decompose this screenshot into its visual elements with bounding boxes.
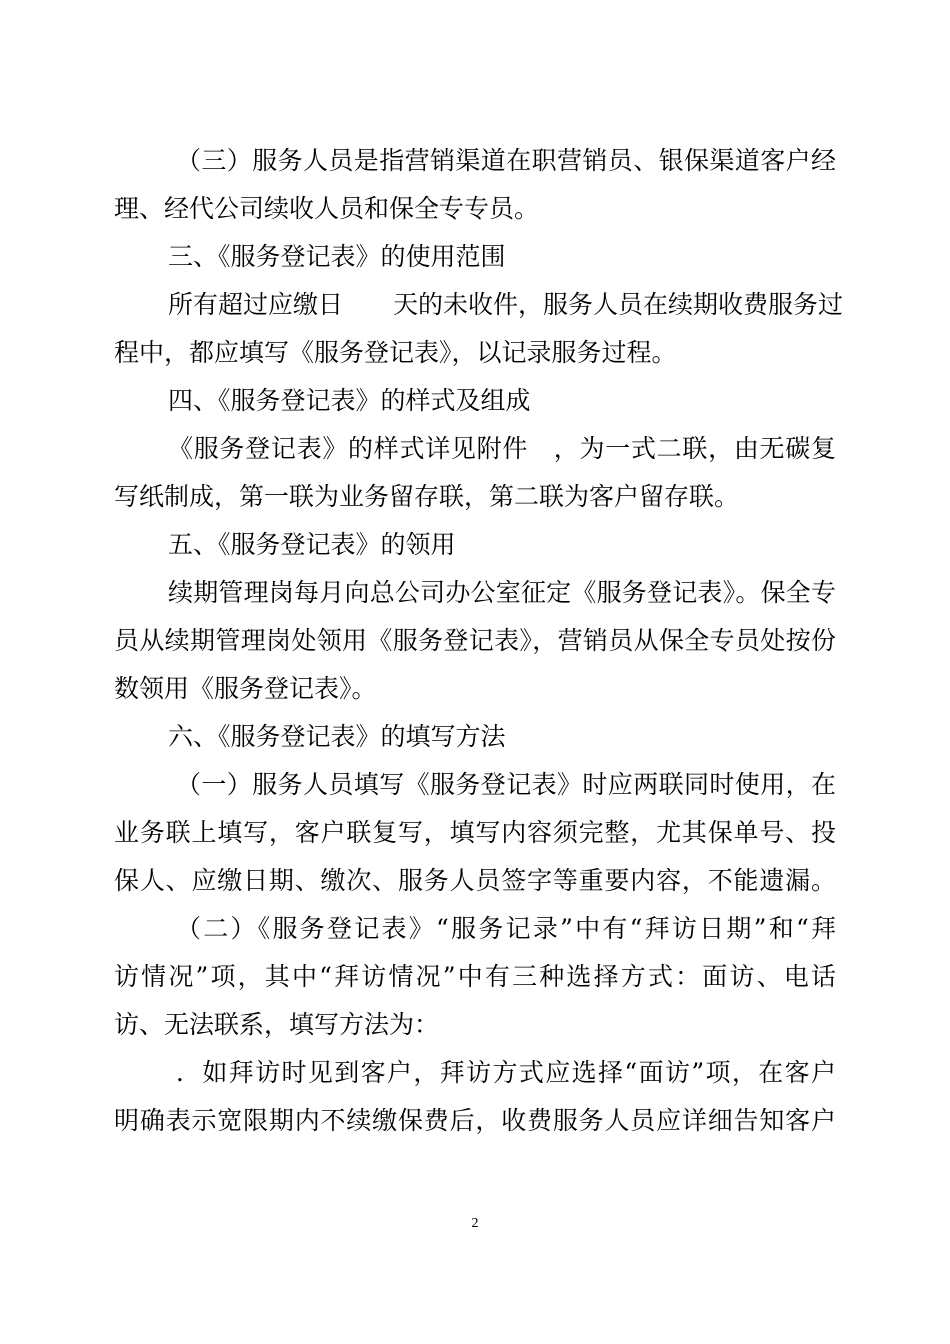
paragraph-line: 数领用《服务登记表》。 — [114, 674, 377, 703]
section-heading: 四、《服务登记表》的样式及组成 — [168, 386, 531, 415]
paragraph-line: （二）《服务登记表》“服务记录”中有“拜访日期”和“拜 — [176, 914, 836, 943]
paragraph-line: 访情况”项，其中“拜访情况”中有三种选择方式：面访、电话 — [114, 962, 836, 991]
paragraph-line: 续期管理岗每月向总公司办公室征定《服务登记表》。保全专 — [168, 578, 836, 607]
section-heading: 三、《服务登记表》的使用范围 — [168, 242, 506, 271]
paragraph-line: ．如拜访时见到客户，拜访方式应选择“面访”项，在客户 — [176, 1058, 836, 1087]
paragraph-line: 《服务登记表》的样式详见附件 ，为一式二联，由无碳复 — [168, 434, 836, 463]
paragraph-line: 明确表示宽限期内不续缴保费后，收费服务人员应详细告知客户 — [114, 1106, 836, 1135]
paragraph-line: 所有超过应缴日 天的未收件，服务人员在续期收费服务过 — [168, 290, 844, 319]
paragraph-line: 访、无法联系，填写方法为： — [114, 1010, 440, 1039]
paragraph-line: 理、经代公司续收人员和保全专专员。 — [114, 194, 540, 223]
paragraph-line: 程中，都应填写《服务登记表》，以记录服务过程。 — [114, 338, 677, 367]
paragraph-line: （三）服务人员是指营销渠道在职营销员、银保渠道客户经 — [176, 146, 836, 175]
paragraph-line: 保人、应缴日期、缴次、服务人员签字等重要内容，不能遗漏。 — [114, 866, 836, 895]
page-number: 2 — [471, 1216, 479, 1231]
paragraph-line: 业务联上填写，客户联复写，填写内容须完整，尤其保单号、投 — [114, 818, 836, 847]
paragraph-line: 员从续期管理岗处领用《服务登记表》，营销员从保全专员处按份 — [114, 626, 836, 655]
paragraph-line: （一）服务人员填写《服务登记表》时应两联同时使用，在 — [176, 770, 836, 799]
section-heading: 六、《服务登记表》的填写方法 — [168, 722, 506, 751]
section-heading: 五、《服务登记表》的领用 — [168, 530, 456, 559]
paragraph-line: 写纸制成，第一联为业务留存联，第二联为客户留存联。 — [114, 482, 740, 511]
